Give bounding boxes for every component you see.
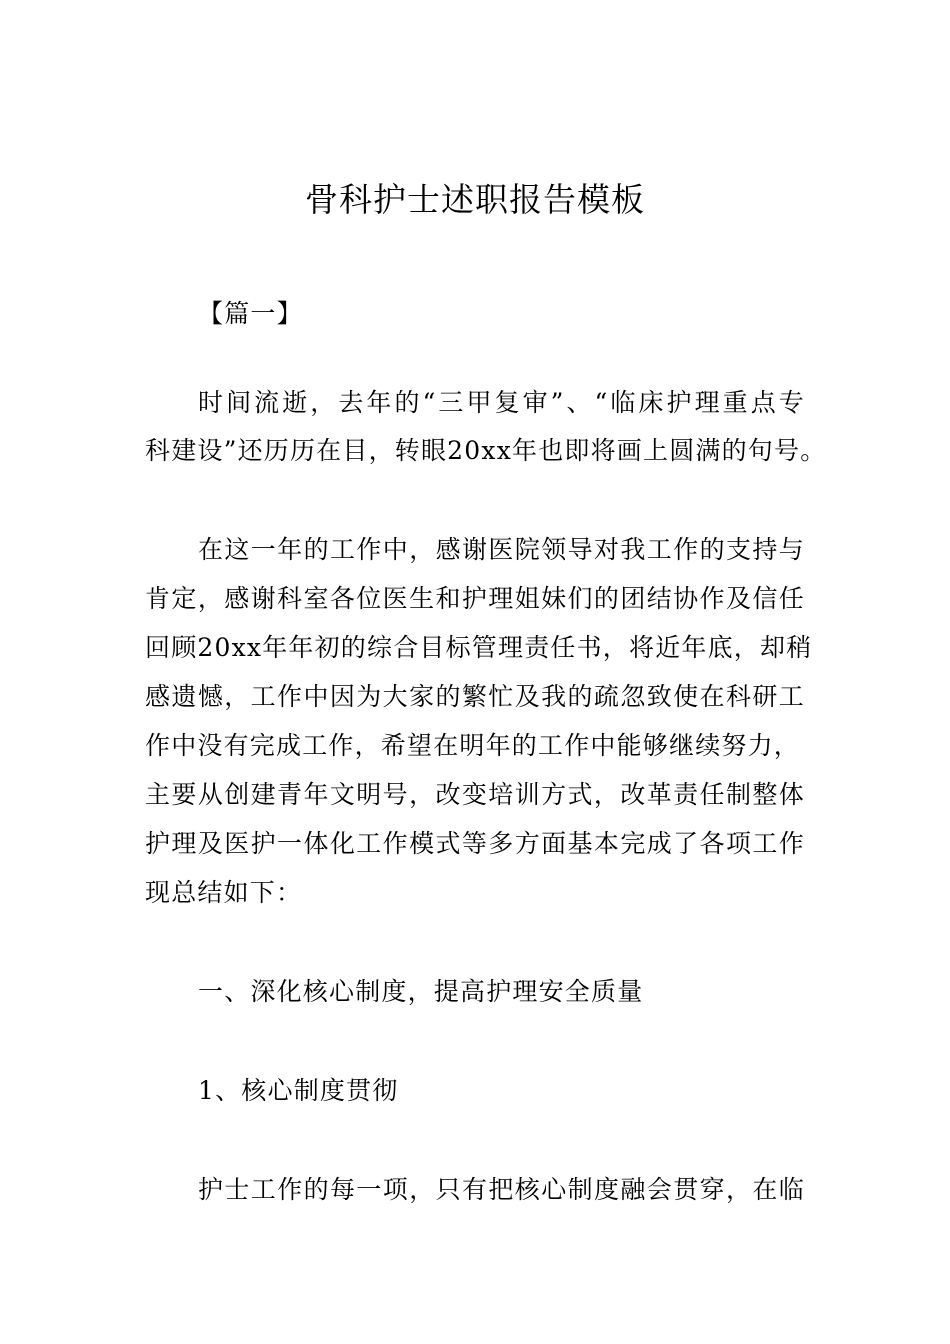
paragraph-line: 主要从创建青年文明号，改变培训方式，改革责任制整体 [145, 780, 805, 809]
paragraph-line: 科建设”还历历在目，转眼20xx年也即将画上圆满的句号。 [145, 436, 827, 465]
section-heading: 一、深化核心制度，提高护理安全质量 [198, 977, 644, 1006]
section-label: 【篇一】 [198, 299, 303, 328]
paragraph-line: 时间流逝，去年的“三甲复审”、“临床护理重点专 [198, 388, 805, 417]
paragraph-line: 护士工作的每一项，只有把核心制度融会贯穿，在临 [198, 1175, 805, 1204]
paragraph-line: 回顾20xx年年初的综合目标管理责任书，将近年底，却稍 [145, 633, 813, 662]
paragraph-line: 感遗憾，工作中因为大家的繁忙及我的疏忽致使在科研工 [145, 682, 805, 711]
paragraph-line: 现总结如下： [145, 878, 303, 907]
paragraph-line: 在这一年的工作中，感谢医院领导对我工作的支持与 [198, 535, 805, 564]
paragraph-line: 作中没有完成工作，希望在明年的工作中能够继续努力， [145, 731, 801, 760]
document-title: 骨科护士述职报告模板 [305, 180, 645, 219]
subsection-heading: 1、核心制度贯彻 [198, 1076, 399, 1105]
paragraph-line: 肯定，感谢科室各位医生和护理姐妹们的团结协作及信任 [145, 584, 805, 613]
paragraph-line: 护理及医护一体化工作模式等多方面基本完成了各项工作 [145, 829, 805, 858]
